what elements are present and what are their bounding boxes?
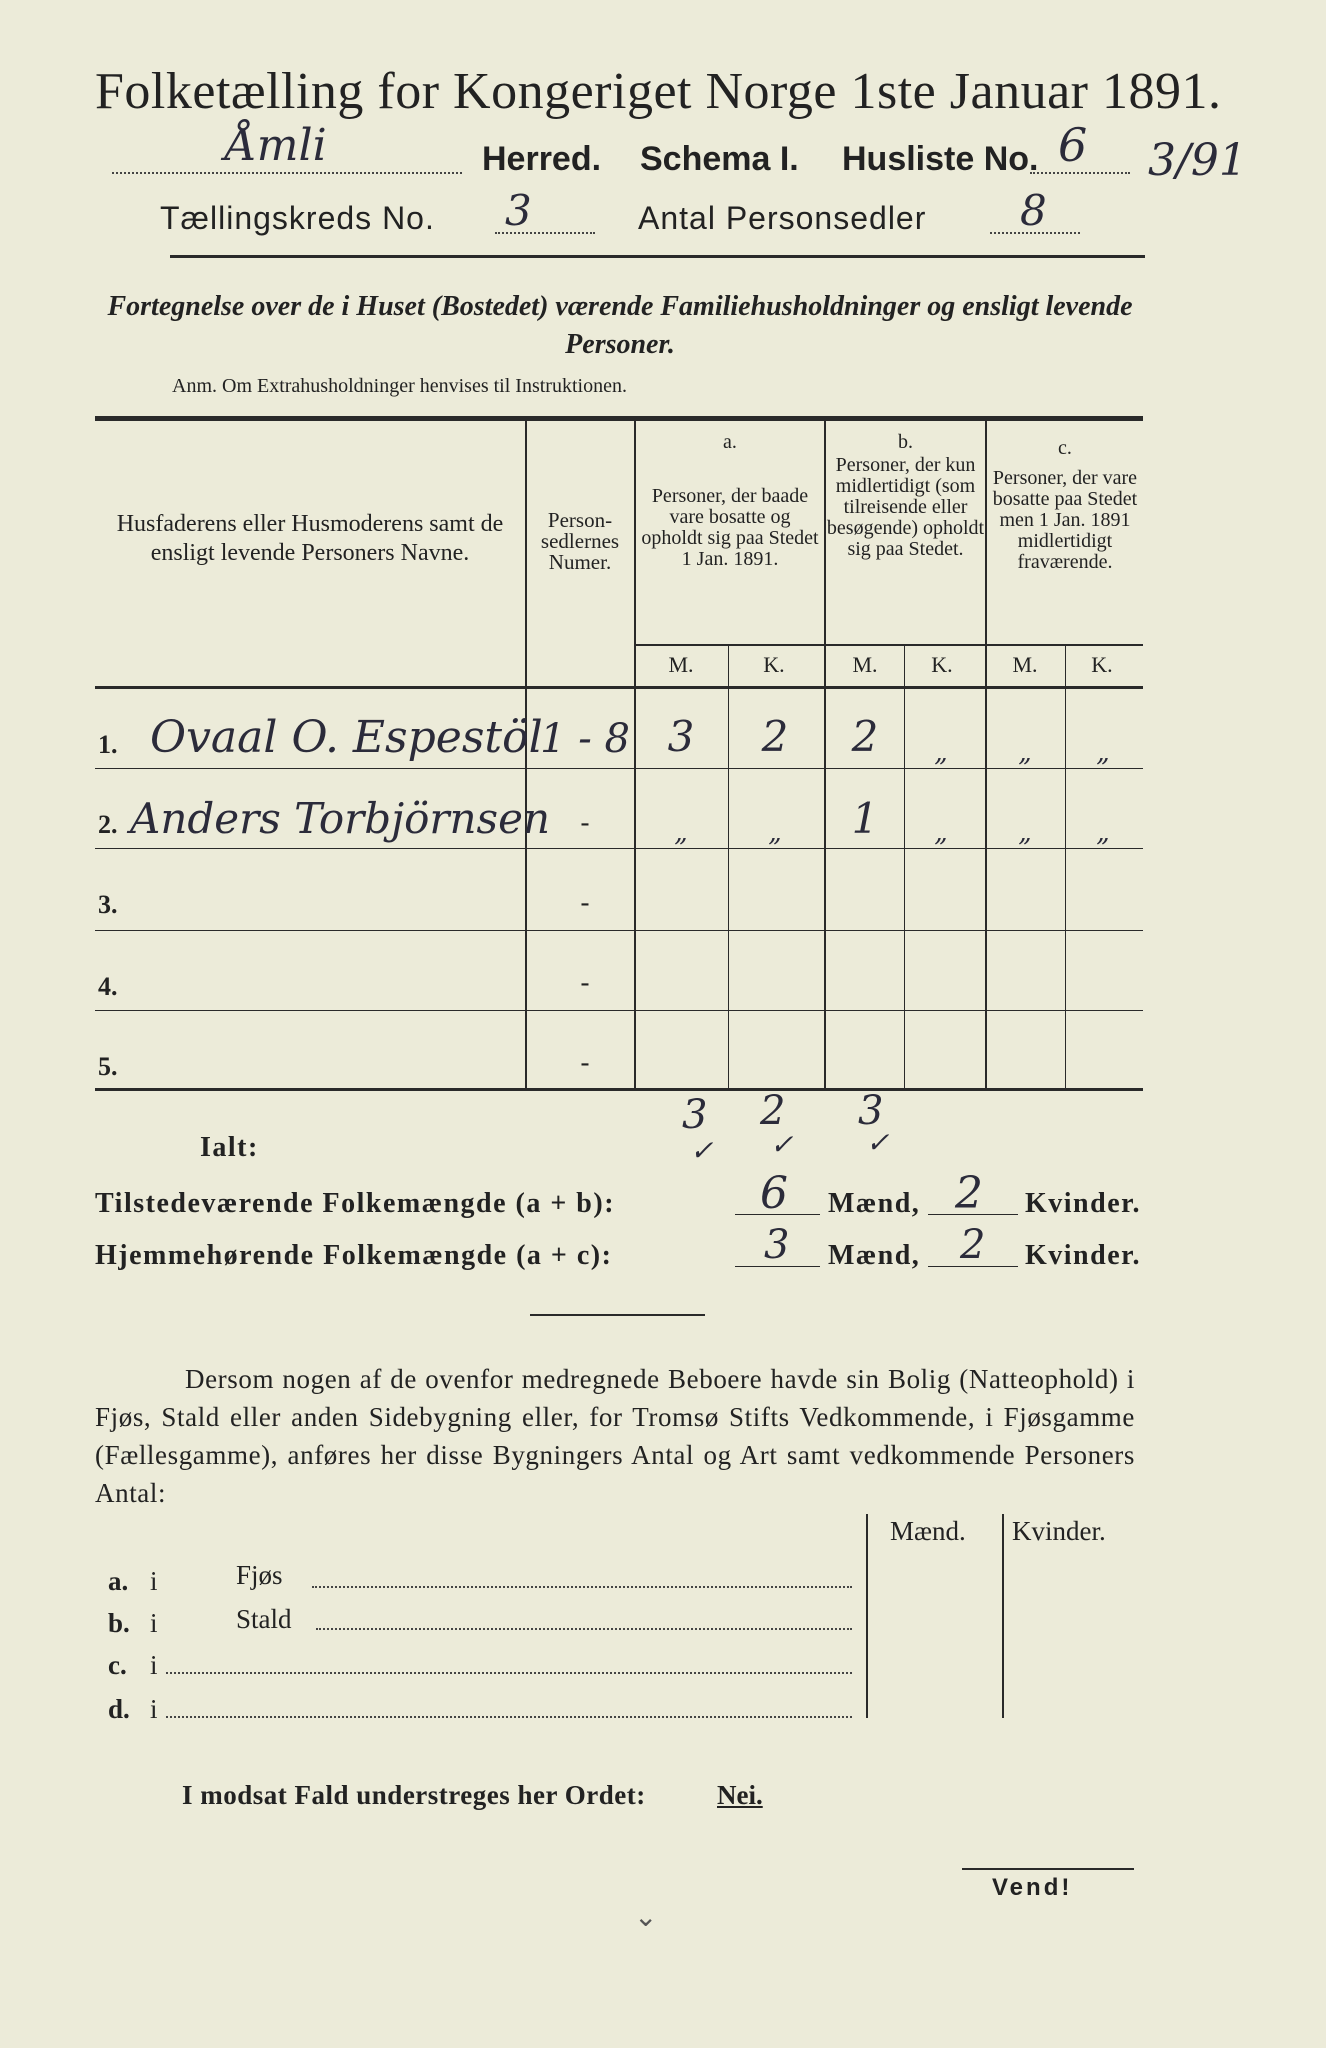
tilst-m: 6 — [760, 1168, 788, 1219]
row-a-m: „ — [674, 818, 688, 848]
col-a-m: M. — [668, 652, 694, 677]
building-letter: c. — [108, 1650, 127, 1680]
margin-note: 3/91 — [1148, 135, 1247, 186]
row-a-k: 2 — [761, 712, 789, 761]
kreds-value: 3 — [505, 186, 532, 235]
building-label: Fjøs — [236, 1560, 283, 1590]
husliste-label: Husliste No. — [842, 140, 1039, 178]
separator-rule — [530, 1314, 705, 1316]
row-number: 3. — [98, 890, 118, 919]
row-a-m: 3 — [667, 712, 695, 761]
nei-word: Nei. — [717, 1780, 763, 1810]
tilst-maend: Mænd, — [828, 1188, 921, 1219]
intro-heading: Fortegnelse over de i Huset (Bostedet) værende Familiehusholdninger og ensligt levende Personer. — [107, 291, 1133, 360]
row-name: Ovaal O. Espestöl — [150, 712, 543, 763]
col-b-letter: b. — [898, 431, 913, 453]
building-prep: i — [150, 1694, 158, 1724]
modsat-text: I modsat Fald understreges her Ordet: — [182, 1780, 646, 1810]
row-line — [95, 848, 1143, 849]
mk-rule — [634, 644, 1143, 646]
row-line — [95, 1010, 1143, 1011]
hjem-maend: Mænd, — [828, 1240, 921, 1271]
building-dotline — [312, 1586, 852, 1588]
vend-rule — [962, 1868, 1134, 1870]
buildings-kvinder-header: Kvinder. — [1012, 1516, 1106, 1546]
col-names-header: Husfaderens eller Husmoderens samt de ensligt levende Personers Navne. — [116, 511, 504, 566]
col-a-letter: a. — [723, 431, 737, 453]
hjem-kvinder: Kvinder. — [1025, 1240, 1141, 1271]
row-c-k: „ — [1096, 738, 1110, 768]
col-divider-thin — [904, 646, 905, 1088]
herred-dotline — [112, 172, 462, 174]
herred-label: Herred. — [482, 140, 602, 178]
row-a-k: „ — [768, 818, 782, 848]
form-title: Folketælling for Kongeriget Norge 1ste Januar 1891. — [95, 63, 1222, 120]
building-dotline — [166, 1672, 852, 1674]
row-b-k: „ — [934, 738, 948, 768]
building-dotline — [316, 1628, 852, 1630]
col-c-m: M. — [1012, 652, 1038, 677]
row-numer: 1 - 8 — [540, 716, 630, 762]
col-b-m: M. — [852, 652, 878, 677]
tilst-label: Tilstedeværende Folkemængde (a + b): — [95, 1188, 616, 1219]
vend-text: Vend! — [992, 1874, 1073, 1901]
hjem-m: 3 — [764, 1222, 790, 1268]
building-dotline — [166, 1716, 852, 1718]
row-numer: - — [580, 1046, 590, 1079]
building-letter: b. — [108, 1608, 130, 1638]
personsedler-label: Antal Personsedler — [638, 200, 927, 236]
row-numer: - — [580, 966, 590, 999]
building-label: Stald — [236, 1604, 292, 1634]
herred-value: Åmli — [225, 120, 327, 171]
row-number: 5. — [98, 1052, 118, 1081]
col-b-k: K. — [931, 652, 953, 677]
row-c-m: „ — [1018, 738, 1032, 768]
col-divider — [634, 421, 636, 1088]
ialt-b-m: 3 — [858, 1088, 884, 1134]
schema-label: Schema I. — [640, 140, 799, 178]
ialt-a-m: 3 — [682, 1092, 708, 1138]
col-a-k: K. — [763, 652, 785, 677]
anm-note: Anm. Om Extrahusholdninger henvises til Instruktionen. — [172, 375, 627, 397]
personsedler-value: 8 — [1020, 186, 1047, 235]
row-number: 1. — [98, 730, 118, 759]
husliste-value: 6 — [1058, 118, 1088, 172]
col-numer-header: Person-sedlernes Numer. — [540, 508, 620, 574]
building-paragraph: Dersom nogen af de ovenfor medregnede Beboere havde sin Bolig (Natteophold) i Fjøs, Stald eller anden Sidebygning eller, for Tromsø Stifts Vedkommende, i Fjøsgamme (Fællesgamme), anføres her disse Bygningers Antal og Art samt vedkommende Personers Antal: — [95, 1364, 1135, 1508]
ialt-label: Ialt: — [200, 1132, 259, 1163]
tilst-kvinder: Kvinder. — [1025, 1188, 1141, 1219]
check-mark-icon: ✓ — [866, 1126, 890, 1159]
row-name: Anders Torbjörnsen — [130, 794, 550, 843]
chevron-down-icon: ⌄ — [634, 1900, 658, 1933]
buildings-divider — [866, 1514, 868, 1718]
row-number: 2. — [98, 810, 118, 839]
building-letter: a. — [108, 1566, 129, 1596]
row-numer: - — [580, 886, 590, 919]
col-c-header: Personer, der vare bosatte paa Stedet men 1 Jan. 1891 midlertidigt fraværende. — [992, 467, 1138, 573]
check-mark-icon: ✓ — [770, 1128, 794, 1161]
hjem-k: 2 — [960, 1222, 986, 1268]
building-prep: i — [150, 1566, 158, 1596]
check-mark-icon: ✓ — [690, 1134, 714, 1167]
col-c-k: K. — [1091, 652, 1113, 677]
row-b-m: 1 — [851, 794, 879, 843]
hjem-label: Hjemmehørende Folkemængde (a + c): — [95, 1240, 613, 1271]
ialt-a-k: 2 — [760, 1088, 786, 1134]
building-prep: i — [150, 1650, 158, 1680]
kreds-label: Tællingskreds No. — [160, 200, 435, 236]
col-b-header: Personer, der kun midlertidigt (som tilreisende eller besøgende) opholdt sig paa Stedet. — [826, 454, 985, 560]
tilst-k: 2 — [955, 1168, 983, 1219]
col-divider-thin — [728, 646, 729, 1088]
row-numer: - — [580, 806, 590, 839]
building-letter: d. — [108, 1694, 130, 1724]
row-c-m: „ — [1018, 818, 1032, 848]
row-line — [95, 930, 1143, 931]
row-line — [95, 768, 1143, 769]
building-prep: i — [150, 1608, 158, 1638]
buildings-divider — [1002, 1514, 1004, 1718]
buildings-maend-header: Mænd. — [890, 1516, 966, 1546]
row-b-k: „ — [934, 818, 948, 848]
row-number: 4. — [98, 972, 118, 1001]
col-a-header: Personer, der baade vare bosatte og opholdt sig paa Stedet 1 Jan. 1891. — [641, 485, 819, 570]
table-bottom-rule — [95, 1088, 1143, 1091]
col-divider-thin — [1065, 646, 1066, 1088]
row-c-k: „ — [1096, 818, 1110, 848]
header-rule — [170, 255, 1145, 258]
row-b-m: 2 — [851, 712, 879, 761]
col-c-letter: c. — [1058, 437, 1072, 459]
husliste-dotline — [1030, 172, 1130, 174]
